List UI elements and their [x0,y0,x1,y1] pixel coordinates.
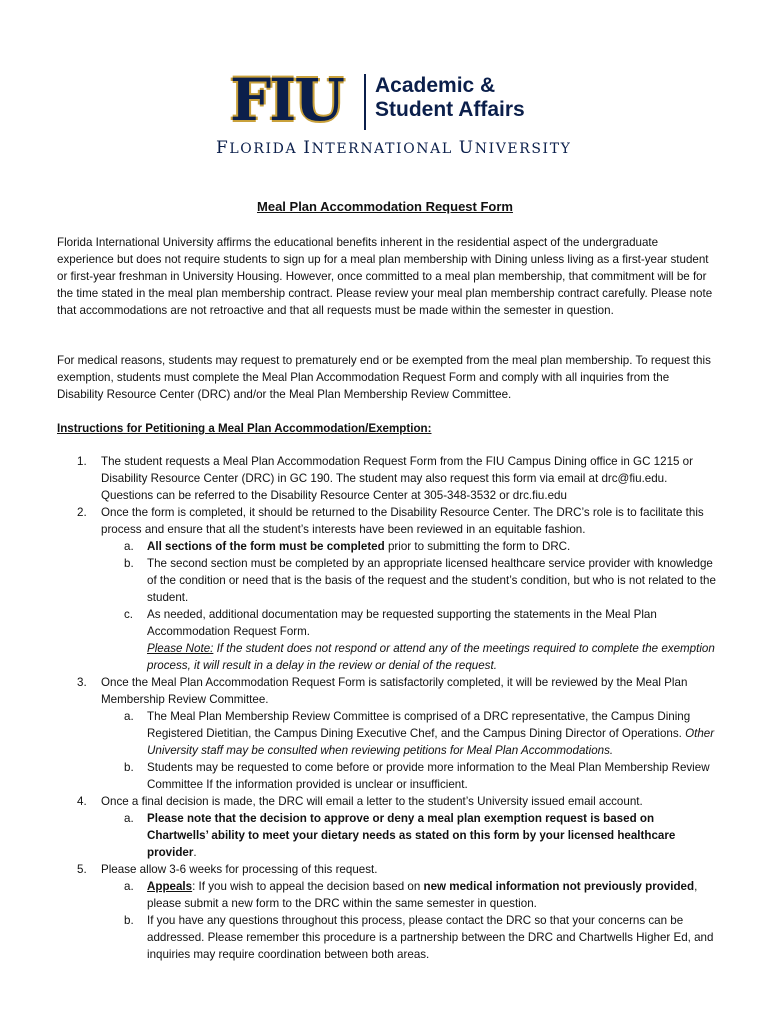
substep-item [101,708,717,759]
substep-text: As needed, additional documentation may be requested supporting the statements in the Meal Plan Accommodation Request Form. [147,608,657,638]
step-number: 1. [77,455,87,468]
step-text: The student requests a Meal Plan Accommodation Request Form from the FIU Campus Dining office in GC 1215 or Disability Resource Center (DRC) in GC 190. The student may also request this form via email at drc@fiu.edu. Questions can be referred to the Disability Resource Center at 305-348-3532 or drc.fiu.edu [101,455,693,502]
please-note [101,640,717,674]
form-title: Meal Plan Accommodation Request Form [257,199,513,214]
step-text: Once a final decision is made, the DRC will email a letter to the student’s University issued email account. [101,795,643,808]
intro-paragraph: Florida International University affirms the educational benefits inherent in the residential aspect of the undergraduate experience but does not require students to sign up for a meal plan membership with Dining unless living as a first-year student or first-year freshman in University Housing. However, once committed to a meal plan membership, that commitment will be for the time stated in the meal plan membership contract. Please review your meal plan membership contract carefully. Please note that accommodations are not retroactive and that all requests must be made within the semester in question. [57,236,713,317]
logo-divider [364,74,366,130]
step-number: 3. [77,676,87,689]
substep-bold-text: Please note that the decision to approve or deny a meal plan exemption request is based on Chartwells’ ability to meet your dietary needs as stated on this form by your licensed healthcare provider [147,812,676,859]
step-item [57,504,717,674]
step-number: 4. [77,795,87,808]
substep-item [101,606,717,640]
fiu-logo [216,66,572,160]
substep-letter: b. [124,761,134,774]
substep-letter: b. [124,914,134,927]
step-item [57,453,717,504]
substep-text: Students may be requested to come before or provide more information to the Meal Plan Membership Review Committee If the information provided is unclear or insufficient. [147,761,710,791]
step-number: 2. [77,506,87,519]
instructions-list [57,453,717,963]
please-note-label: Please Note: [147,642,214,655]
substep-text: The Meal Plan Membership Review Committee is comprised of a DRC representative, the Campus Dining Registered Dietitian, the Campus Dining Executive Chef, and the Campus Dining Director of Operations. [147,710,691,740]
step-item [57,793,717,861]
substep-bold-text: All sections of the form must be completed [147,540,385,553]
substep-italic-text: Other University staff may be consulted when reviewing petitions for Meal Plan Accommodations. [147,727,715,757]
step-item [57,861,717,963]
substep-item [101,538,717,555]
appeals-label: Appeals [147,880,193,893]
substep-item [101,555,717,606]
substep-letter: a. [124,812,134,825]
substep-item [101,810,717,861]
substep-item [101,759,717,793]
substep-letter: b. [124,557,134,570]
step-number: 5. [77,863,87,876]
logo-unit-name [375,74,525,122]
substep-text: If you have any questions throughout this process, please contact the DRC so that your concerns can be addressed. Please remember this procedure is a partnership between the DRC and Chartwells Higher Ed, and inquiries may require coordination between both areas. [147,914,714,961]
logo-university-name: FLORIDA INTERNATIONAL UNIVERSITY [216,138,572,158]
medical-paragraph: For medical reasons, students may request to prematurely end or be exempted from the meal plan membership. To request this exemption, students must complete the Meal Plan Accommodation Request Form and comply with all inquiries from the Disability Resource Center (DRC) and/or the Meal Plan Membership Review Committee. [57,354,711,401]
please-note-text: If the student does not respond or attend any of the meetings required to complete the exemption process, it will result in a delay in the review or denial of the request. [147,642,715,672]
substep-letter: a. [124,540,134,553]
substep-item [101,912,717,963]
substep-text: : If you wish to appeal the decision based on [192,880,424,893]
logo-unit-line2: Student Affairs [375,98,525,121]
substep-text: . [193,846,197,859]
step-text: Once the form is completed, it should be returned to the Disability Resource Center. The DRC’s role is to facilitate this process and ensure that all the student’s interests have been reviewed in an equitable fashion. [101,506,704,536]
fiu-wordmark: FIU [230,66,343,134]
step-text: Please allow 3-6 weeks for processing of this request. [101,863,378,876]
step-item [57,674,717,793]
logo-unit-line1: Academic & [375,74,496,97]
substep-text: The second section must be completed by an appropriate licensed healthcare service provider with knowledge of the condition or need that is the basis of the request and the student’s condition, but who is not related to the student. [147,557,716,604]
substep-item [101,878,717,912]
instructions-heading: Instructions for Petitioning a Meal Plan Accommodation/Exemption: [57,422,432,435]
step-text: Once the Meal Plan Accommodation Request Form is satisfactorily completed, it will be reviewed by the Meal Plan Membership Review Committee. [101,676,688,706]
substep-text: , please submit a new form to the DRC within the same semester in question. [147,880,698,910]
substep-text: prior to submitting the form to DRC. [384,540,571,553]
substep-letter: a. [124,880,134,893]
substep-letter: a. [124,710,134,723]
substep-bold-text: new medical information not previously provided [423,880,695,893]
substep-letter: c. [124,608,134,621]
